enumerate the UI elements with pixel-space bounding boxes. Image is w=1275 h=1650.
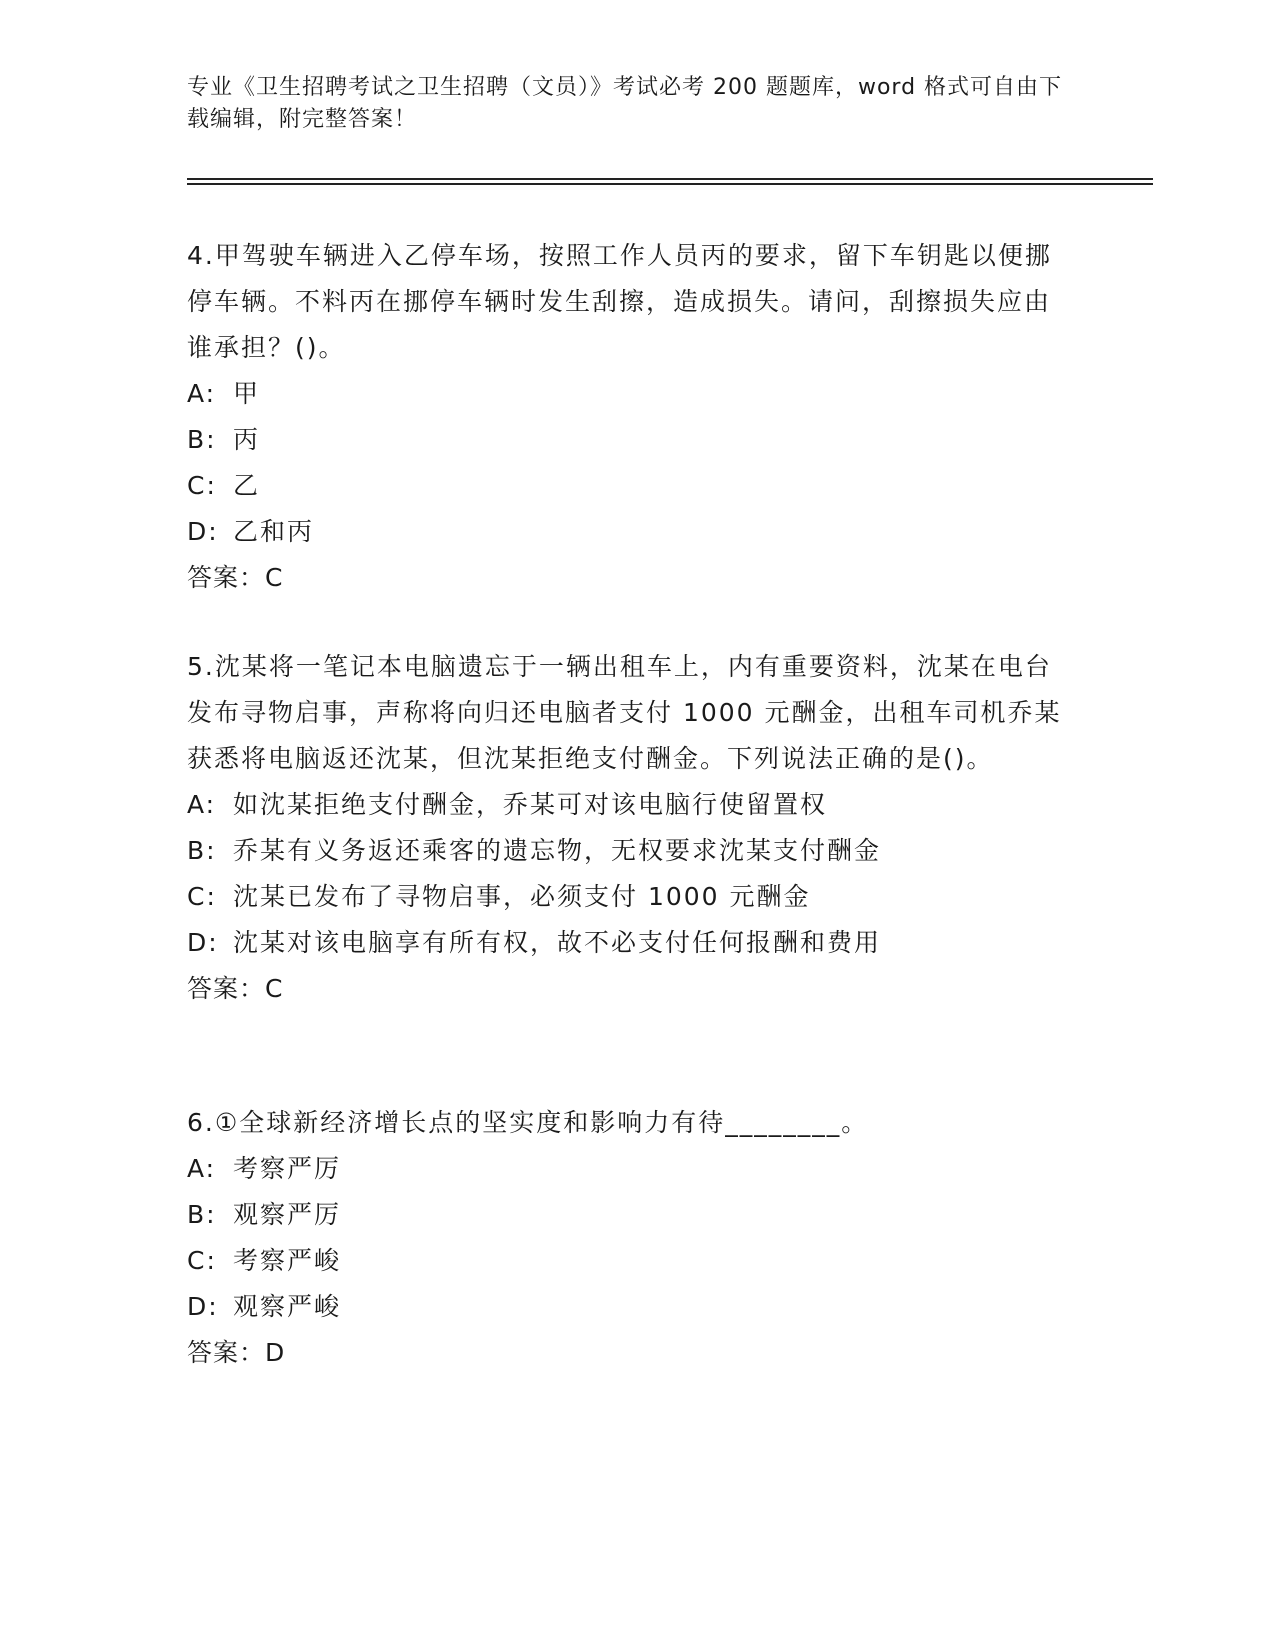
option-text: 沈某对该电脑享有所有权，故不必支付任何报酬和费用 [233,928,882,957]
answer-line [187,555,1067,601]
option-text: 考察严峻 [233,1246,342,1275]
answer-value: C [265,974,284,1003]
question-stem: 5.沈某将一笔记本电脑遗忘于一辆出租车上，内有重要资料，沈某在电台发布寻物启事，声称将向归还电脑者支付 1000 元酬金，出租车司机乔某获悉将电脑返还沈某，但沈某拒绝支付酬金。下列说法正确的是()。 [187,652,1062,773]
question-6 [187,1100,1067,1376]
option-letter: A: [187,790,217,819]
option-b [187,828,1067,874]
option-text: 沈某已发布了寻物启事，必须支付 1000 元酬金 [233,882,811,911]
option-text: 乙和丙 [233,517,315,546]
option-c [187,463,1067,509]
answer-label: 答案： [187,1338,266,1367]
option-d [187,920,1067,966]
option-c [187,1238,1067,1284]
option-text: 考察严厉 [233,1154,342,1183]
option-letter: D: [187,1292,219,1321]
document-header: 专业《卫生招聘考试之卫生招聘（文员）》考试必考 200 题题库，word 格式可自由下载编辑，附完整答案！ [187,75,1063,132]
option-letter: B: [187,1200,217,1229]
question-stem: 4.甲驾驶车辆进入乙停车场，按照工作人员丙的要求，留下车钥匙以便挪停车辆。不料丙在挪停车辆时发生刮擦，造成损失。请问，刮擦损失应由谁承担？()。 [187,241,1052,362]
option-letter: A: [187,379,217,408]
option-letter: D: [187,517,219,546]
answer-label: 答案： [187,563,266,592]
option-letter: C: [187,1246,217,1275]
option-letter: C: [187,882,217,911]
option-text: 乔某有义务返还乘客的遗忘物，无权要求沈某支付酬金 [233,836,882,865]
answer-line [187,966,1067,1012]
option-letter: D: [187,928,219,957]
option-letter: C: [187,471,217,500]
option-text: 观察严峻 [233,1292,342,1321]
option-a [187,782,1067,828]
question-stem: 6.①全球新经济增长点的坚实度和影响力有待________。 [187,1108,869,1137]
option-d [187,1284,1067,1330]
option-b [187,417,1067,463]
option-b [187,1192,1067,1238]
option-letter: B: [187,425,217,454]
option-a [187,1146,1067,1192]
option-letter: A: [187,1154,217,1183]
option-text: 观察严厉 [233,1200,342,1229]
question-4 [187,233,1067,601]
option-letter: B: [187,836,217,865]
answer-label: 答案： [187,974,266,1003]
option-text: 丙 [233,425,261,454]
option-text: 乙 [233,471,261,500]
answer-value: D [265,1338,286,1367]
option-d [187,509,1067,555]
header-divider-top [187,178,1153,180]
answer-value: C [265,563,284,592]
option-text: 甲 [233,379,261,408]
question-5 [187,644,1067,1012]
option-c [187,874,1067,920]
header-divider-bottom [187,183,1153,185]
answer-line [187,1330,1067,1376]
option-text: 如沈某拒绝支付酬金，乔某可对该电脑行使留置权 [233,790,828,819]
option-a [187,371,1067,417]
